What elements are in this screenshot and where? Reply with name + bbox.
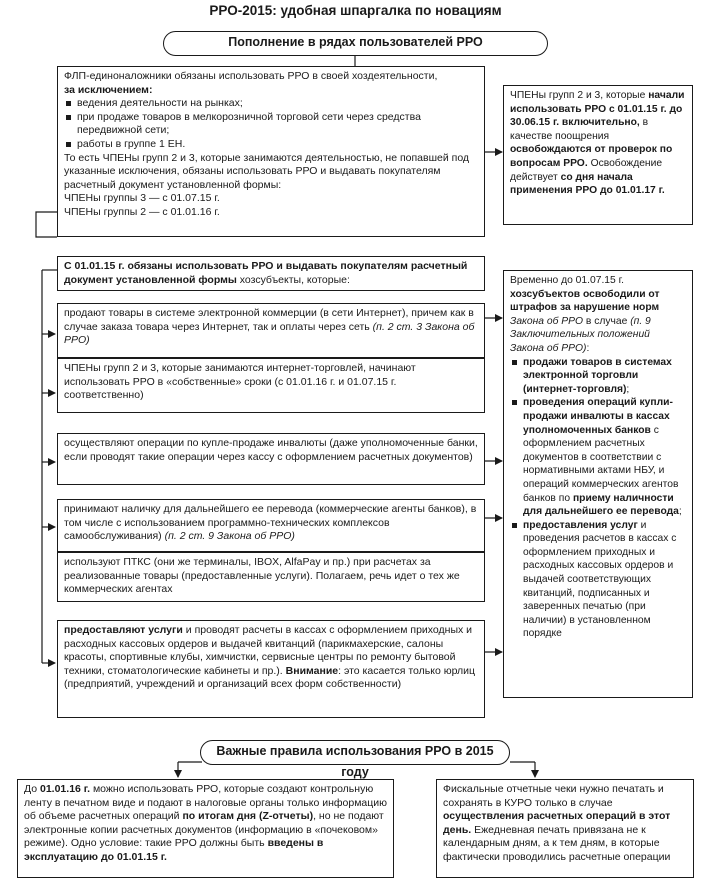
right2-p1-plain: Временно до 01.07.15 г.	[510, 275, 624, 286]
box-flp-single-tax	[57, 66, 485, 237]
rule-left-p1: До	[24, 783, 38, 795]
bracket-box-a	[36, 212, 57, 237]
box-h-tail: : это касается только юрлиц (предприятий, учреждений и организаций всех форм собственности)	[64, 664, 476, 691]
rule-left-p2: можно использовать РРО, которые создают контрольную ленту в печатном виде и подают в налоговые органы только информацию об объеме расчетных операций	[24, 783, 388, 823]
box-currency-exchange	[57, 433, 485, 485]
box-ptks-terminals	[57, 552, 485, 602]
right2-item3-bold: предоставления услуг	[523, 519, 638, 531]
box-a-exceptions-list	[64, 97, 478, 151]
rule-left-p2-bold: по итогам дня (Z-отчеты)	[182, 810, 314, 823]
box-exemption-from-checks	[503, 85, 693, 225]
box-a-except-label: за исключением:	[64, 83, 153, 96]
right2-item2-bold: проведения операций купли-продажи инвалюты в кассах уполномоченных банков	[523, 397, 673, 436]
box-rule-z-reports	[17, 779, 394, 878]
right2-p1-plain2: в случае	[585, 315, 628, 327]
rule-right-p1-bold: осуществления расчетных операций в этот день.	[443, 810, 671, 836]
box-g-text: используют ПТКС (они же терминалы, IBOX, AlfaPay и пр.) при расчетах за реализованные товары (предоставленные услуги). Полагаем, речь идет о тех же коммерческих агентах	[64, 556, 460, 596]
box-h-attention: Внимание	[285, 664, 339, 677]
section-heading-new-users: Пополнение в рядах пользователей РРО	[163, 31, 548, 56]
rule-right-p1: Фискальные отчетные чеки нужно печатать и сохранять в КУРО только в случае	[443, 783, 664, 809]
box-d-text: ЧПЕНы групп 2 и 3, которые занимаются интернет-торговлей, начинают использовать РРО в «собственные» сроки (с 01.01.16 г. и 01.07.15 г. соответственно)	[64, 362, 416, 402]
box-c-text: продают товары в системе электронной коммерции (в сети Интернет), причем как в случае заказа товара через Интернет, так и оплаты через сеть	[64, 307, 474, 333]
right2-p1-bold: хозсубъектов освободили от штрафов за нарушение норм	[510, 288, 660, 314]
rule-right-p2: Ежедневная печать привязана не к календарным дням, а к тем дням, в которые фактически проводились расчетные операции	[443, 823, 671, 863]
right2-item1-bold: продажи товаров в системах электронной торговли (интернет-торговля)	[523, 356, 672, 395]
box-e-commerce	[57, 303, 485, 358]
rule-left-p3-bold: введены в эксплуатацию до 01.01.15 г.	[24, 837, 324, 863]
right2-item2-plain2: ;	[678, 506, 682, 518]
list-item: при продаже товаров в мелкорозничной торговой сети через средства передвижной сети;	[64, 111, 478, 138]
box-a-intro: ФЛП-единоналожники обязаны использовать РРО в своей хоздеятельности,	[64, 70, 438, 82]
box-a-line-group3: ЧПЕНы группы 3 — с 01.07.15 г.	[64, 192, 220, 205]
box-h-text: и проводят расчеты в кассах с оформлением приходных и расходных кассовых ордеров и выдачей квитанций (парикмахерские, салоны красоты, спортивные клубы, химчистки, сервисные центры по ремонту бытовой техники, стоматологические кабинеты и пр.).	[64, 624, 473, 677]
box-b-bold: С 01.01.15 г. обязаны использовать РРО и выдавать покупателям расчетный документ установленной формы	[64, 260, 468, 286]
list-item	[510, 396, 686, 518]
section-heading-rules-2015: Важные правила использования РРО в 2015 году	[200, 740, 510, 765]
right1-bold2: освобождаются от проверок по вопросам РРО.	[510, 144, 673, 169]
right1-bold3: со дня начала применения РРО до 01.01.17 г.	[510, 171, 665, 197]
box-internet-trade-terms	[57, 358, 485, 413]
right1-plain1: ЧПЕНы групп 2 и 3, которые	[510, 90, 646, 101]
right1-bold1: начали использовать РРО с 01.01.15 г. до 30.06.15 г. включительно,	[510, 90, 685, 129]
box-temporary-fine-exemption	[503, 270, 693, 698]
right1-plain3: Освобождение действует	[510, 157, 663, 183]
right1-plain2: в качестве поощрения	[510, 117, 649, 142]
box-obliged-from-2015	[57, 256, 485, 291]
box-f-text: принимают наличку для дальнейшего ее перевода (коммерческие агенты банков), в том числе с использованием программно-технических комплексов самообслуживания)	[64, 503, 477, 543]
box-cash-transfer-agents	[57, 499, 485, 552]
box-c-ref: (п. 2 ст. 3 Закона об РРО)	[64, 320, 475, 347]
right2-p1-ital2: (п. 9 Заключительных положений Закона об РРО)	[510, 315, 651, 354]
list-item	[510, 519, 686, 641]
page-title: РРО-2015: удобная шпаргалка по новациям	[209, 3, 502, 18]
right2-item2-bold2: приему наличности для дальнейшего ее перевода	[523, 492, 679, 518]
right2-p1-ital1: Закона об РРО	[510, 315, 584, 327]
right2-item1-plain: ;	[626, 383, 630, 395]
right2-list	[510, 356, 686, 641]
rule-left-p1-bold: 01.01.16 г.	[40, 783, 91, 795]
box-h-bold: предоставляют услуги	[64, 624, 183, 636]
right2-item2-plain: с оформлением расчетных документов в соответствии с нормативными актами НБУ, и операций коммерческих агентов банков по	[523, 424, 679, 504]
right2-p1-tail: :	[586, 342, 590, 354]
box-f-ref: (п. 2 ст. 9 Закона об РРО)	[164, 530, 295, 543]
box-services-legal-entities	[57, 620, 485, 718]
box-rule-fiscal-receipts	[436, 779, 694, 878]
box-a-line-group2: ЧПЕНы группы 2 — с 01.01.16 г.	[64, 205, 220, 218]
list-item	[510, 356, 686, 397]
list-item: ведения деятельности на рынках;	[64, 97, 478, 111]
box-b-plain: хозсубъекты, которые:	[239, 273, 350, 286]
rule-left-p3: , но не подают электронные копии расчетных документов (информацию в «почековом» режиме). Одно условие: такие РРО должны быть	[24, 810, 384, 850]
box-a-after: То есть ЧПЕНы групп 2 и 3, которые занимаются деятельностью, не попавшей под указанные исключения, обязаны использовать РРО и выдавать покупателям расчетный документ установленной формы:	[64, 151, 470, 191]
list-item: работы в группе 1 ЕН.	[64, 138, 478, 152]
box-e-text: осуществляют операции по купле-продаже инвалюты (даже уполномоченные банки, если проводят такие операции через кассу с оформлением расчетных документов)	[64, 437, 478, 463]
right2-item3-plain: и проведения расчетов в кассах с оформлением приходных и расходных кассовых ордеров и выдачей соответствующих квитанций, подписанных и заверенных печатью (при наличии) в установленном порядке	[523, 519, 677, 640]
